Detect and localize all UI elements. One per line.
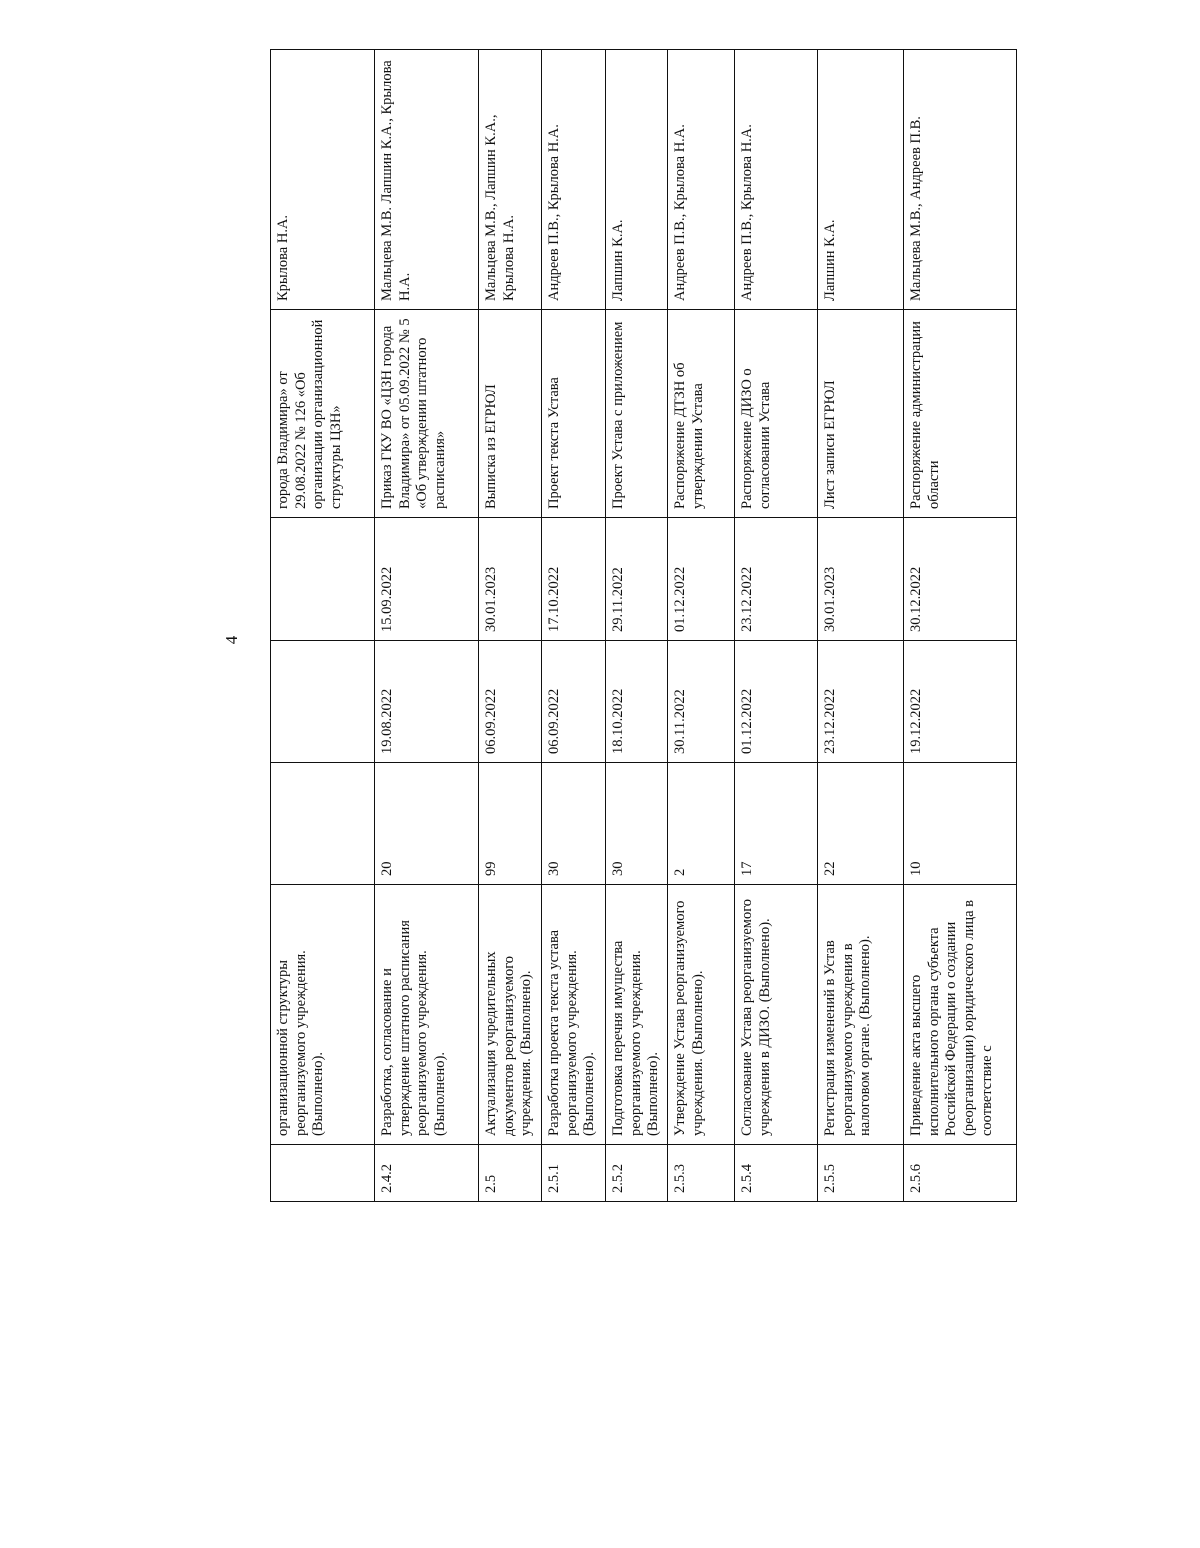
table-row: [271, 50, 375, 1202]
cell-start-date: 18.10.2022: [606, 641, 668, 763]
plan-table-body: [271, 50, 1017, 1202]
cell-end-date: 01.12.2022: [668, 518, 735, 641]
cell-duration: 22: [818, 763, 904, 885]
cell-number: 2.5.1: [542, 1145, 606, 1202]
cell-number: 2.4.2: [375, 1145, 479, 1202]
cell-action: организационной структуры реорганизуемого учреждения. (Выполнено).: [271, 885, 375, 1145]
cell-start-date: 01.12.2022: [735, 641, 818, 763]
cell-responsible: Мальцева М.В., Андреев П.В.: [904, 50, 1017, 310]
cell-start-date: 06.09.2022: [479, 641, 542, 763]
cell-responsible: Мальцева М.В. Лапшин К.А., Крылова Н.А.: [375, 50, 479, 310]
cell-start-date: 23.12.2022: [818, 641, 904, 763]
cell-duration: 30: [606, 763, 668, 885]
cell-duration: 99: [479, 763, 542, 885]
table-row: [668, 50, 735, 1202]
cell-end-date: 30.01.2023: [479, 518, 542, 641]
cell-end-date: 15.09.2022: [375, 518, 479, 641]
table-row: [606, 50, 668, 1202]
cell-responsible: Андреев П.В., Крылова Н.А.: [668, 50, 735, 310]
cell-start-date: 30.11.2022: [668, 641, 735, 763]
cell-duration: 20: [375, 763, 479, 885]
cell-action: Утверждение Устава реорганизуемого учреждения. (Выполнено).: [668, 885, 735, 1145]
cell-number: 2.5.2: [606, 1145, 668, 1202]
cell-duration: [271, 763, 375, 885]
cell-action: Регистрация изменений в Устав реорганизуемого учреждения в налоговом органе. (Выполнено).: [818, 885, 904, 1145]
cell-responsible: Лапшин К.А.: [606, 50, 668, 310]
reorganization-plan-table: [270, 49, 1017, 1202]
table-row: [735, 50, 818, 1202]
cell-duration: 17: [735, 763, 818, 885]
cell-number: 2.5: [479, 1145, 542, 1202]
page-number: 4: [222, 635, 241, 645]
cell-responsible: Андреев П.В., Крылова Н.А.: [735, 50, 818, 310]
cell-duration: 30: [542, 763, 606, 885]
cell-action: Разработка, согласование и утверждение штатного расписания реорганизуемого учреждения. (Выполнено).: [375, 885, 479, 1145]
table-row: [375, 50, 479, 1202]
cell-document: Распоряжение администрации области: [904, 310, 1017, 518]
cell-responsible: Андреев П.В., Крылова Н.А.: [542, 50, 606, 310]
cell-start-date: 19.08.2022: [375, 641, 479, 763]
cell-action: Разработка проекта текста устава реорганизуемого учреждения. (Выполнено).: [542, 885, 606, 1145]
cell-end-date: 30.01.2023: [818, 518, 904, 641]
cell-action: Приведение акта высшего исполнительного органа субъекта Российской Федерации о создании (реорганизации) юридического лица в соответствие с: [904, 885, 1017, 1145]
cell-action: Подготовка перечня имущества реорганизуемого учреждения. (Выполнено).: [606, 885, 668, 1145]
cell-document: Распоряжение ДИЗО о согласовании Устава: [735, 310, 818, 518]
cell-end-date: [271, 518, 375, 641]
cell-responsible: Лапшин К.А.: [818, 50, 904, 310]
table-row: [818, 50, 904, 1202]
cell-document: Проект Устава с приложением: [606, 310, 668, 518]
cell-action: Актуализация учредительных документов реорганизуемого учреждения. (Выполнено).: [479, 885, 542, 1145]
cell-document: Выписка из ЕГРЮЛ: [479, 310, 542, 518]
cell-start-date: 06.09.2022: [542, 641, 606, 763]
cell-document: Проект текста Устава: [542, 310, 606, 518]
cell-number: 2.5.4: [735, 1145, 818, 1202]
cell-action: Согласование Устава реорганизуемого учреждения в ДИЗО. (Выполнено).: [735, 885, 818, 1145]
cell-document: города Владимира» от 29.08.2022 № 126 «Об организации организационной структуры ЦЗН»: [271, 310, 375, 518]
cell-start-date: 19.12.2022: [904, 641, 1017, 763]
cell-document: Распоряжение ДТЗН об утверждении Устава: [668, 310, 735, 518]
rotated-table-wrapper: [270, 50, 1013, 1202]
cell-start-date: [271, 641, 375, 763]
cell-number: 2.5.5: [818, 1145, 904, 1202]
cell-end-date: 17.10.2022: [542, 518, 606, 641]
cell-number: [271, 1145, 375, 1202]
cell-document: Лист записи ЕГРЮЛ: [818, 310, 904, 518]
cell-responsible: Мальцева М.В., Лапшин К.А., Крылова Н.А.: [479, 50, 542, 310]
cell-end-date: 29.11.2022: [606, 518, 668, 641]
cell-responsible: Крылова Н.А.: [271, 50, 375, 310]
table-row: [542, 50, 606, 1202]
cell-document: Приказ ГКУ ВО «ЦЗН города Владимира» от 05.09.2022 № 5 «Об утверждении штатного расписания»: [375, 310, 479, 518]
cell-duration: 2: [668, 763, 735, 885]
cell-end-date: 30.12.2022: [904, 518, 1017, 641]
table-row: [479, 50, 542, 1202]
cell-end-date: 23.12.2022: [735, 518, 818, 641]
table-row: [904, 50, 1017, 1202]
cell-number: 2.5.3: [668, 1145, 735, 1202]
cell-duration: 10: [904, 763, 1017, 885]
cell-number: 2.5.6: [904, 1145, 1017, 1202]
